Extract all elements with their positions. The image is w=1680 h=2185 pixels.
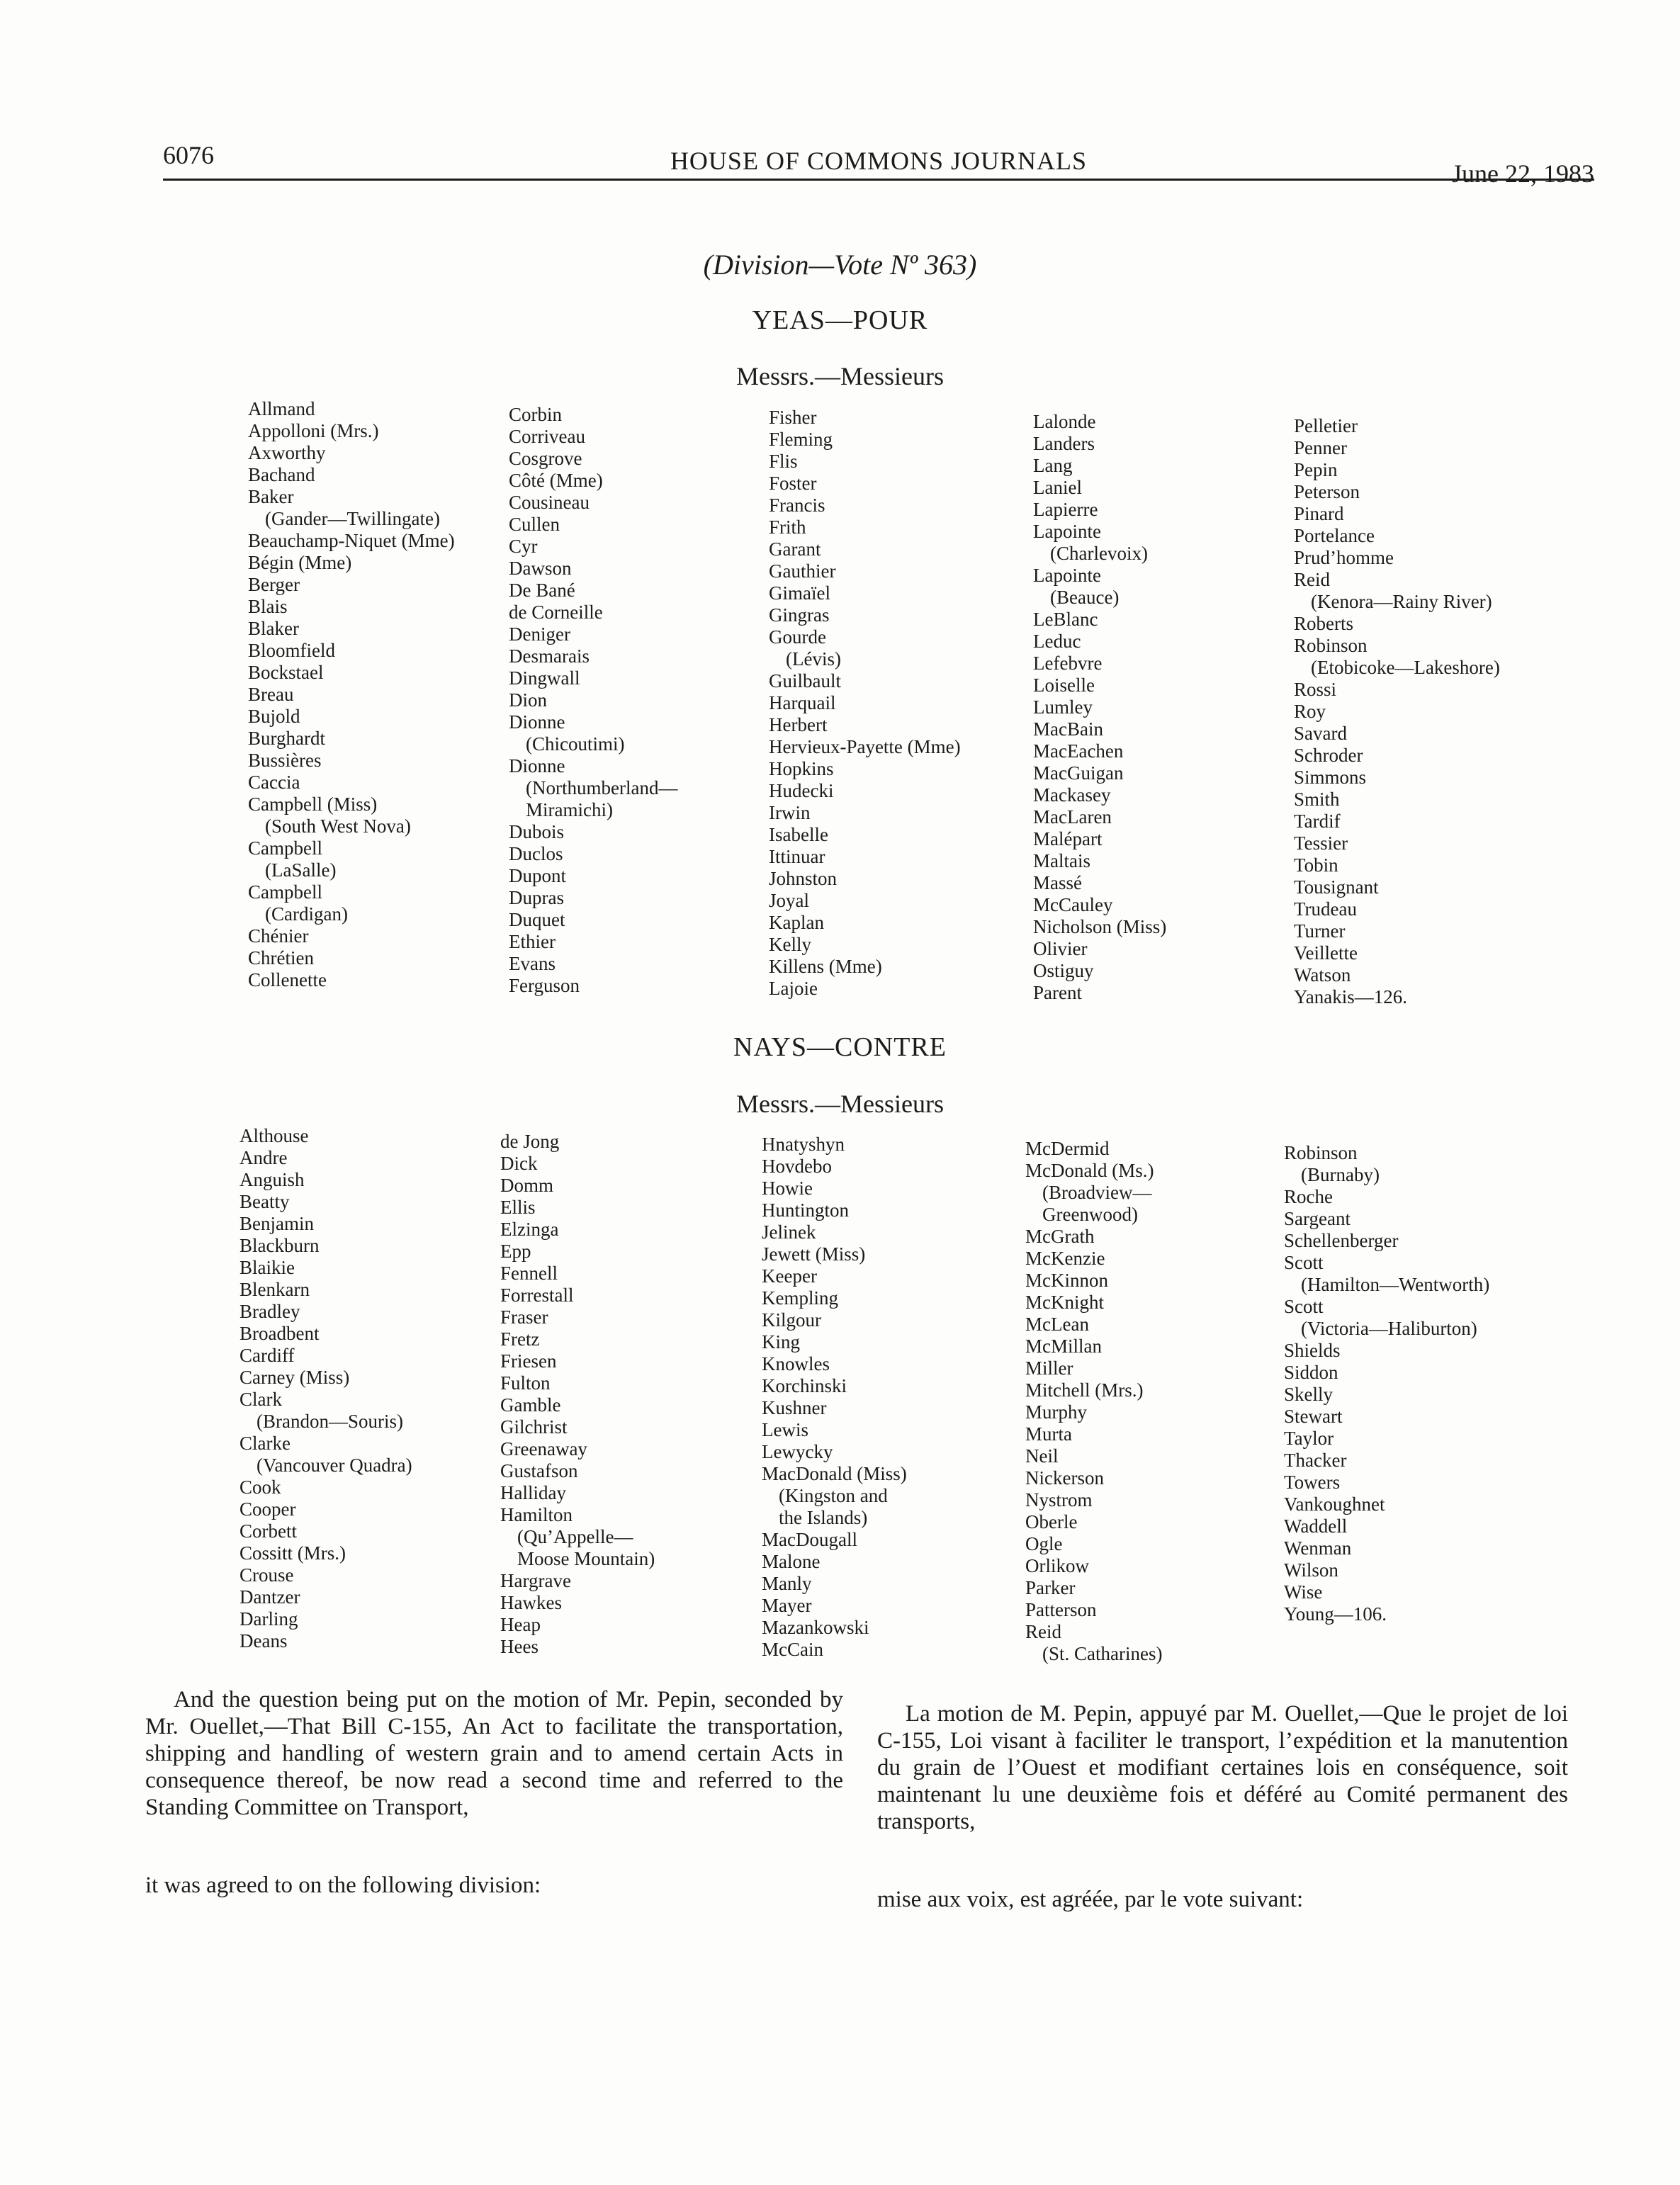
member-name: (Burnaby) <box>1301 1164 1380 1185</box>
motion-english: And the question being put on the motion of Mr. Pepin, seconded by Mr. Ouellet,—That Bill C-155, An Act to facilitate the transportation, shipping and handling of western grain and to amend certain Acts in consequence thereof, be now read a second time and referred to the Standing Committee on Transport, <box>145 1687 843 1820</box>
member-name: Parker <box>1025 1577 1076 1598</box>
member-name: Côté (Mme) <box>509 470 603 491</box>
member-name: Beauchamp-Niquet (Mme) <box>248 530 455 551</box>
member-name: Campbell (Miss) <box>248 794 378 815</box>
member-name: Mazankowski <box>762 1617 869 1638</box>
member-name: Bachand <box>248 464 315 485</box>
member-name: McKenzie <box>1025 1248 1105 1269</box>
member-name: Patterson <box>1025 1599 1097 1620</box>
member-name: Jelinek <box>762 1221 816 1243</box>
member-name: Lapointe <box>1033 521 1101 542</box>
nays-column-3 <box>762 1134 907 1661</box>
member-name: Guilbault <box>769 670 841 691</box>
member-name: Scott <box>1284 1296 1324 1317</box>
member-name: Kushner <box>762 1397 827 1418</box>
member-name: Killens (Mme) <box>769 956 882 977</box>
member-name: Pinard <box>1294 503 1344 524</box>
member-name: Hervieux-Payette (Mme) <box>769 736 961 757</box>
member-name: Knowles <box>762 1353 830 1374</box>
member-name: Axworthy <box>248 442 326 463</box>
member-name: Chrétien <box>248 947 314 969</box>
member-name: Wilson <box>1284 1559 1338 1581</box>
member-name: Kempling <box>762 1287 838 1309</box>
member-name: Duclos <box>509 843 563 864</box>
member-name: Murta <box>1025 1423 1072 1445</box>
member-name: Taylor <box>1284 1428 1334 1449</box>
member-name: (St. Catharines) <box>1042 1643 1163 1664</box>
member-name: Huntington <box>762 1199 850 1221</box>
member-name: Burghardt <box>248 728 325 749</box>
member-name: MacDonald (Miss) <box>762 1463 907 1484</box>
member-name: Caccia <box>248 772 300 793</box>
member-name: Cousineau <box>509 492 590 513</box>
member-name: Crouse <box>239 1564 294 1586</box>
member-name: Collenette <box>248 969 327 990</box>
member-name: Tousignant <box>1294 876 1379 898</box>
member-name: Epp <box>500 1241 531 1262</box>
member-name: Forrestall <box>500 1285 574 1306</box>
member-name: Domm <box>500 1175 554 1196</box>
journal-date: June 22, 1983 <box>1452 159 1594 188</box>
member-name: Simmons <box>1294 767 1367 788</box>
member-name: Blackburn <box>239 1235 320 1256</box>
member-name: Gamble <box>500 1394 561 1416</box>
member-name: Siddon <box>1284 1362 1338 1383</box>
member-name: Parent <box>1033 982 1082 1003</box>
member-name: Berger <box>248 574 300 595</box>
member-name: the Islands) <box>779 1507 868 1528</box>
member-name: Fleming <box>769 429 833 450</box>
yeas-column-1 <box>248 398 455 991</box>
member-name: (Etobicoke—Lakeshore) <box>1311 657 1500 678</box>
member-name: Gourde <box>769 626 826 648</box>
member-name: Olivier <box>1033 938 1088 959</box>
member-name: Baker <box>248 486 294 507</box>
member-name: Bégin (Mme) <box>248 552 352 573</box>
member-name: Peterson <box>1294 481 1360 502</box>
member-name: Friesen <box>500 1350 557 1372</box>
member-name: Gilchrist <box>500 1416 568 1438</box>
member-name: Carney (Miss) <box>239 1367 350 1388</box>
member-name: Ogle <box>1025 1533 1063 1554</box>
member-name: Landers <box>1033 433 1095 454</box>
member-name: Hovdebo <box>762 1156 832 1177</box>
member-name: Corbin <box>509 404 563 425</box>
member-name: Halliday <box>500 1482 566 1503</box>
member-name: Kilgour <box>762 1309 821 1331</box>
member-name: (Cardigan) <box>265 903 348 925</box>
member-name: Dawson <box>509 558 572 579</box>
member-name: Gingras <box>769 604 830 626</box>
page-number: 6076 <box>163 141 214 169</box>
member-name: Kaplan <box>769 912 824 933</box>
member-name: Ferguson <box>509 975 580 996</box>
member-name: LeBlanc <box>1033 609 1098 630</box>
member-name: Bradley <box>239 1301 300 1322</box>
member-name: Cook <box>239 1477 281 1498</box>
member-name: (Kingston and <box>779 1485 888 1506</box>
member-name: Scott <box>1284 1252 1324 1273</box>
member-name: Schellenberger <box>1284 1230 1399 1251</box>
member-name: Hawkes <box>500 1592 562 1613</box>
member-name: Hamilton <box>500 1504 573 1525</box>
member-name: Towers <box>1284 1472 1341 1493</box>
member-name: Lefebvre <box>1033 653 1103 674</box>
member-name: Fretz <box>500 1328 540 1350</box>
member-name: Darling <box>239 1608 298 1630</box>
member-name: Lalonde <box>1033 411 1096 432</box>
member-name: Dingwall <box>509 667 580 689</box>
member-name: Cooper <box>239 1498 296 1520</box>
member-name: Beatty <box>239 1191 290 1212</box>
member-name: (Chicoutimi) <box>526 733 625 755</box>
member-name: Miramichi) <box>526 799 613 820</box>
member-name: Herbert <box>769 714 828 735</box>
member-name: de Corneille <box>509 602 603 623</box>
member-name: Harquail <box>769 692 836 713</box>
member-name: Dubois <box>509 821 565 842</box>
header-rule <box>163 179 1594 181</box>
member-name: (Qu’Appelle— <box>517 1526 633 1547</box>
member-name: Kelly <box>769 934 811 955</box>
member-name: Dupont <box>509 865 566 886</box>
member-name: Deniger <box>509 623 570 645</box>
member-name: Tessier <box>1294 832 1348 854</box>
member-name: Nickerson <box>1025 1467 1104 1489</box>
motion-english-result: it was agreed to on the following division: <box>145 1873 541 1898</box>
member-name: Wise <box>1284 1581 1323 1603</box>
member-name: Blenkarn <box>239 1279 310 1300</box>
member-name: Hargrave <box>500 1570 571 1591</box>
member-name: Lapointe <box>1033 565 1101 586</box>
member-name: Clark <box>239 1389 282 1410</box>
member-name: Dion <box>509 689 547 711</box>
member-name: Schroder <box>1294 745 1363 766</box>
member-name: Cullen <box>509 514 560 535</box>
member-name: Mitchell (Mrs.) <box>1025 1379 1144 1401</box>
member-name: Massé <box>1033 872 1082 893</box>
member-name: Francis <box>769 495 825 516</box>
member-name: Malone <box>762 1551 821 1572</box>
member-name: McDonald (Ms.) <box>1025 1160 1154 1181</box>
member-name: Heap <box>500 1614 541 1635</box>
member-name: Gauthier <box>769 560 836 582</box>
member-name: Corbett <box>239 1520 297 1542</box>
member-name: MacEachen <box>1033 740 1124 762</box>
member-name: Pepin <box>1294 459 1338 480</box>
member-name: Savard <box>1294 723 1347 744</box>
division-title: (Division—Vote Nº 363) <box>703 249 977 281</box>
member-name: Laniel <box>1033 477 1082 498</box>
member-name: Duquet <box>509 909 565 930</box>
nays-heading: NAYS—CONTRE <box>733 1032 947 1062</box>
member-name: Johnston <box>769 868 838 889</box>
member-name: Garant <box>769 538 821 560</box>
member-name: Blaker <box>248 618 299 639</box>
member-name: Malépart <box>1033 828 1103 849</box>
member-name: McCauley <box>1033 894 1113 915</box>
member-name: Prud’homme <box>1294 547 1394 568</box>
member-name: Bockstael <box>248 662 324 683</box>
member-name: McMillan <box>1025 1336 1102 1357</box>
member-name: (Beauce) <box>1050 587 1120 608</box>
member-name: Nystrom <box>1025 1489 1093 1511</box>
member-name: MacLaren <box>1033 806 1112 828</box>
member-name: Smith <box>1294 789 1340 810</box>
member-name: Korchinski <box>762 1375 847 1396</box>
member-name: (Kenora—Rainy River) <box>1311 591 1492 612</box>
yeas-column-5 <box>1294 415 1500 1008</box>
member-name: Ostiguy <box>1033 960 1094 981</box>
nays-column-4 <box>1025 1138 1162 1665</box>
member-name: Andre <box>239 1147 288 1168</box>
member-name: Sargeant <box>1284 1208 1351 1229</box>
member-name: De Bané <box>509 580 575 601</box>
member-name: Young—106. <box>1284 1603 1387 1625</box>
member-name: MacGuigan <box>1033 762 1124 784</box>
member-name: Stewart <box>1284 1406 1343 1427</box>
member-name: Chénier <box>248 925 309 947</box>
member-name: Joyal <box>769 890 809 911</box>
member-name: Vankoughnet <box>1284 1494 1385 1515</box>
member-name: Mackasey <box>1033 784 1111 806</box>
yeas-column-3 <box>769 407 961 1000</box>
member-name: McGrath <box>1025 1226 1095 1247</box>
member-name: Pelletier <box>1294 415 1358 436</box>
member-name: Hnatyshyn <box>762 1134 845 1155</box>
member-name: Cardiff <box>239 1345 295 1366</box>
member-name: Dionne <box>509 755 565 777</box>
member-name: McKinnon <box>1025 1270 1108 1291</box>
member-name: Reid <box>1025 1621 1061 1642</box>
member-name: Oberle <box>1025 1511 1078 1532</box>
member-name: Blais <box>248 596 288 617</box>
member-name: Manly <box>762 1573 812 1594</box>
member-name: Irwin <box>769 802 811 823</box>
member-name: Watson <box>1294 964 1351 986</box>
member-name: (South West Nova) <box>265 815 411 837</box>
member-name: (Gander—Twillingate) <box>265 508 441 529</box>
member-name: Loiselle <box>1033 674 1095 696</box>
member-name: Dupras <box>509 887 564 908</box>
member-name: McKnight <box>1025 1292 1104 1313</box>
member-name: Jewett (Miss) <box>762 1243 866 1265</box>
member-name: (Lévis) <box>786 648 841 670</box>
member-name: Isabelle <box>769 824 828 845</box>
member-name: Althouse <box>239 1125 309 1146</box>
member-name: Roche <box>1284 1186 1333 1207</box>
member-name: (Vancouver Quadra) <box>256 1455 412 1476</box>
nays-column-2 <box>500 1131 655 1658</box>
member-name: Leduc <box>1033 631 1081 652</box>
member-name: Lumley <box>1033 696 1093 718</box>
member-name: Thacker <box>1284 1450 1347 1471</box>
member-name: Clarke <box>239 1433 291 1454</box>
member-name: (Victoria—Haliburton) <box>1301 1318 1477 1339</box>
member-name: Robinson <box>1294 635 1368 656</box>
member-name: McCain <box>762 1639 823 1660</box>
member-name: (Broadview— <box>1042 1182 1152 1203</box>
member-name: Tobin <box>1294 854 1338 876</box>
member-name: MacBain <box>1033 718 1103 740</box>
member-name: King <box>762 1331 800 1353</box>
member-name: Broadbent <box>239 1323 320 1344</box>
member-name: Blaikie <box>239 1257 295 1278</box>
member-name: Penner <box>1294 437 1347 458</box>
member-name: Nicholson (Miss) <box>1033 916 1167 937</box>
member-name: Neil <box>1025 1445 1059 1467</box>
member-name: Shields <box>1284 1340 1341 1361</box>
member-name: Lapierre <box>1033 499 1098 520</box>
member-name: Cyr <box>509 536 538 557</box>
member-name: Orlikow <box>1025 1555 1089 1576</box>
member-name: Cossitt (Mrs.) <box>239 1542 346 1564</box>
member-name: Allmand <box>248 398 315 419</box>
member-name: Hees <box>500 1636 539 1657</box>
member-name: Cosgrove <box>509 448 582 469</box>
member-name: (Northumberland— <box>526 777 678 798</box>
member-name: Murphy <box>1025 1401 1087 1423</box>
member-name: Wenman <box>1284 1537 1352 1559</box>
member-name: Fennell <box>500 1263 558 1284</box>
member-name: Portelance <box>1294 525 1375 546</box>
nays-column-5 <box>1284 1142 1489 1625</box>
member-name: Breau <box>248 684 294 705</box>
member-name: Gimaïel <box>769 582 830 604</box>
member-name: Greenwood) <box>1042 1204 1138 1225</box>
motion-french: La motion de M. Pepin, appuyé par M. Ouellet,—Que le projet de loi C-155, Loi visant à faciliter le transport, l’expédition et la manutention du grain de l’Ouest et modifiant certaines lois en conséquence, soit maintenant lu une deuxième fois et déféré au Comité permanent des transports, <box>877 1701 1568 1834</box>
member-name: Miller <box>1025 1357 1073 1379</box>
member-name: Howie <box>762 1178 813 1199</box>
member-name: Bujold <box>248 706 300 727</box>
member-name: de Jong <box>500 1131 560 1152</box>
yeas-heading: YEAS—POUR <box>752 305 928 335</box>
member-name: Gustafson <box>500 1460 578 1481</box>
member-name: Dick <box>500 1153 538 1174</box>
member-name: Turner <box>1294 920 1346 942</box>
member-name: (Charlevoix) <box>1050 543 1148 564</box>
member-name: Campbell <box>248 881 322 903</box>
member-name: Flis <box>769 451 798 472</box>
member-name: (Hamilton—Wentworth) <box>1301 1274 1490 1295</box>
member-name: Lewycky <box>762 1441 833 1462</box>
member-name: Greenaway <box>500 1438 587 1460</box>
member-name: Trudeau <box>1294 898 1358 920</box>
member-name: Evans <box>509 953 556 974</box>
journal-title: HOUSE OF COMMONS JOURNALS <box>670 147 1088 175</box>
member-name: Lajoie <box>769 978 818 999</box>
member-name: Ittinuar <box>769 846 825 867</box>
member-name: Foster <box>769 473 817 494</box>
member-name: Skelly <box>1284 1384 1334 1405</box>
member-name: Dantzer <box>239 1586 300 1608</box>
member-name: Fisher <box>769 407 817 428</box>
member-name: McLean <box>1025 1314 1089 1335</box>
member-name: Bussières <box>248 750 322 771</box>
member-name: Robinson <box>1284 1142 1358 1163</box>
member-name: Hudecki <box>769 780 834 801</box>
nays-column-1 <box>239 1125 412 1652</box>
member-name: Roberts <box>1294 613 1353 634</box>
member-name: Ellis <box>500 1197 536 1218</box>
member-name: Campbell <box>248 837 322 859</box>
member-name: Hopkins <box>769 758 834 779</box>
member-name: MacDougall <box>762 1529 857 1550</box>
member-name: (Brandon—Souris) <box>256 1411 403 1432</box>
member-name: Elzinga <box>500 1219 559 1240</box>
member-name: Maltais <box>1033 850 1090 871</box>
member-name: Lang <box>1033 455 1073 476</box>
nays-salutation: Messrs.—Messieurs <box>736 1090 944 1118</box>
member-name: Veillette <box>1294 942 1358 964</box>
member-name: Reid <box>1294 569 1330 590</box>
member-name: Corriveau <box>509 426 585 447</box>
member-name: McDermid <box>1025 1138 1110 1159</box>
member-name: Anguish <box>239 1169 305 1190</box>
member-name: Appolloni (Mrs.) <box>248 420 379 441</box>
member-name: Rossi <box>1294 679 1337 700</box>
member-name: Fulton <box>500 1372 551 1394</box>
member-name: Desmarais <box>509 645 590 667</box>
member-name: Keeper <box>762 1265 817 1287</box>
member-name: Bloomfield <box>248 640 335 661</box>
motion-french-result: mise aux voix, est agréée, par le vote suivant: <box>877 1887 1304 1912</box>
member-name: Lewis <box>762 1419 808 1440</box>
member-name: Mayer <box>762 1595 812 1616</box>
member-name: (LaSalle) <box>265 859 337 881</box>
member-name: Deans <box>239 1630 288 1652</box>
member-name: Benjamin <box>239 1213 314 1234</box>
member-name: Yanakis—126. <box>1294 986 1408 1007</box>
member-name: Waddell <box>1284 1515 1348 1537</box>
member-name: Dionne <box>509 711 565 733</box>
yeas-column-2 <box>509 404 677 997</box>
yeas-column-4 <box>1033 411 1166 1004</box>
member-name: Moose Mountain) <box>517 1548 655 1569</box>
page-header <box>163 140 1594 191</box>
member-name: Fraser <box>500 1306 548 1328</box>
member-name: Frith <box>769 516 806 538</box>
member-name: Ethier <box>509 931 556 952</box>
yeas-salutation: Messrs.—Messieurs <box>736 362 944 390</box>
member-name: Tardif <box>1294 811 1341 832</box>
member-name: Roy <box>1294 701 1326 722</box>
